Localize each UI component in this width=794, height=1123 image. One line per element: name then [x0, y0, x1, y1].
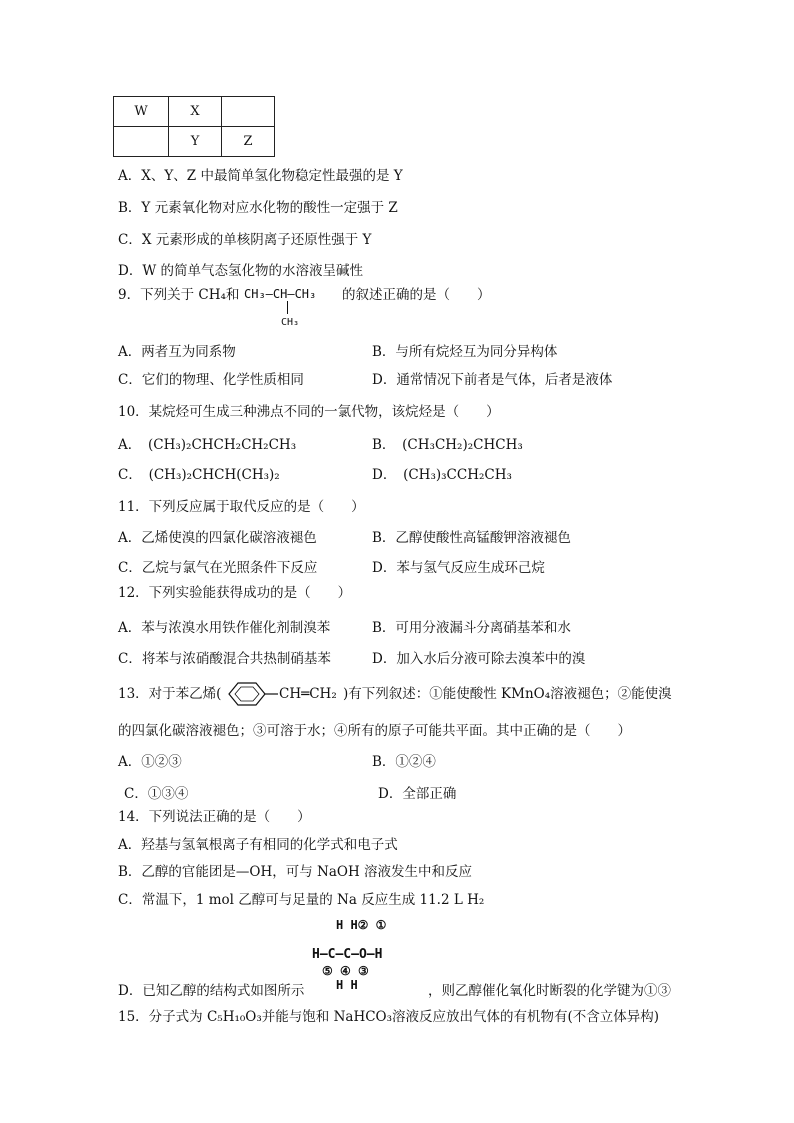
q10-option-b: B． (CH₃CH₂)₂CHCH₃ — [372, 437, 523, 453]
q10-option-c: C． (CH₃)₂CHCH(CH₃)₂ — [118, 467, 280, 483]
q13-option-b: B．①②④ — [372, 754, 436, 770]
q8-option-a: A．X、Y、Z 中最简单氢化物稳定性最强的是 Y — [118, 168, 403, 184]
q10-option-d: D． (CH₃)₃CCH₂CH₃ — [372, 467, 512, 483]
q11-option-d: D．苯与氢气反应生成环己烷 — [372, 560, 545, 576]
q13-option-d: D．全部正确 — [378, 786, 457, 802]
table-cell — [222, 97, 275, 127]
q12-option-d: D．加入水后分液可除去溴苯中的溴 — [372, 651, 586, 667]
table-cell: Z — [222, 127, 275, 157]
ethanol-bond-numbers: ⑤ ④ ③ — [322, 964, 369, 978]
q9-option-b: B．与所有烷烃互为同分异构体 — [372, 344, 558, 360]
q13-option-a: A．①②③ — [118, 754, 182, 770]
q14-option-c: C．常温下，1 mol 乙醇可与足量的 Na 反应生成 11.2 L H₂ — [118, 892, 485, 908]
q14-option-b: B．乙醇的官能团是—OH，可与 NaOH 溶液发生中和反应 — [118, 864, 473, 880]
isobutane-formula-main: CH₃—CH—CH₃ — [244, 287, 317, 301]
q9-stem-suffix: 的叙述正确的是（ ） — [342, 287, 491, 303]
ethanol-bottom-row: H H — [336, 978, 358, 992]
vinyl-group: CH═CH₂ — [279, 686, 337, 702]
table-cell: Y — [169, 127, 222, 157]
q9-option-a: A．两者互为同系物 — [118, 344, 236, 360]
q14-option-d-prefix: D．已知乙醇的结构式如图所示 — [118, 983, 305, 999]
periodic-position-table — [113, 96, 275, 157]
q11-option-c: C．乙烷与氯气在光照条件下反应 — [118, 560, 318, 576]
q11-option-a: A．乙烯使溴的四氯化碳溶液褪色 — [118, 530, 317, 546]
table-cell: X — [169, 97, 222, 127]
q15-stem: 15．分子式为 C₅H₁₀O₃并能与饱和 NaHCO₃溶液反应放出气体的有机物有(不含立体异构) — [118, 1009, 660, 1025]
q9-stem-prefix: 9．下列关于 CH₄和 — [118, 287, 240, 303]
table-cell: W — [114, 97, 169, 127]
q13-stem-prefix: 13．对于苯乙烯( — [118, 686, 222, 702]
q8-option-d: D．W 的简单气态氢化物的水溶液呈碱性 — [118, 263, 363, 279]
isobutane-formula-branch: CH₃ — [281, 317, 300, 328]
q13-option-c: C．①③④ — [124, 786, 189, 802]
benzene-ring-icon — [228, 680, 278, 708]
q12-option-c: C．将苯与浓硝酸混合共热制硝基苯 — [118, 651, 331, 667]
ethanol-structure — [312, 918, 420, 996]
q9-option-d: D．通常情况下前者是气体，后者是液体 — [372, 372, 613, 388]
q12-option-a: A．苯与浓溴水用铁作催化剂制溴苯 — [118, 620, 331, 636]
table-cell — [114, 127, 169, 157]
isobutane-branch-bond — [287, 301, 288, 314]
q9-option-c: C．它们的物理、化学性质相同 — [118, 372, 304, 388]
q14-option-d-suffix: ，则乙醇催化氧化时断裂的化学键为①③ — [428, 983, 671, 999]
q8-option-c: C．X 元素形成的单核阴离子还原性强于 Y — [118, 232, 372, 248]
q13-stem-suffix: )有下列叙述：①能使酸性 KMnO₄溶液褪色；②能使溴 — [343, 686, 672, 702]
q8-option-b: B．Y 元素氧化物对应水化物的酸性一定强于 Z — [118, 200, 398, 216]
ethanol-main-chain: H—C—C—O—H — [312, 947, 383, 962]
q10-option-a: A． (CH₃)₂CHCH₂CH₂CH₃ — [118, 437, 297, 453]
q11-stem: 11．下列反应属于取代反应的是（ ） — [118, 499, 365, 515]
q14-stem: 14．下列说法正确的是（ ） — [118, 809, 311, 825]
q10-stem: 10．某烷烃可生成三种沸点不同的一氯代物，该烷烃是（ ） — [118, 404, 500, 420]
ethanol-top-row: H H② ① — [336, 918, 387, 932]
q13-stem-line2: 的四氯化碳溶液褪色；③可溶于水；④所有的原子可能共平面。其中正确的是（ ） — [118, 723, 631, 739]
q11-option-b: B．乙醇使酸性高锰酸钾溶液褪色 — [372, 530, 571, 546]
q12-option-b: B．可用分液漏斗分离硝基苯和水 — [372, 620, 571, 636]
q14-option-a: A．羟基与氢氧根离子有相同的化学式和电子式 — [118, 837, 398, 853]
q12-stem: 12．下列实验能获得成功的是（ ） — [118, 585, 352, 601]
